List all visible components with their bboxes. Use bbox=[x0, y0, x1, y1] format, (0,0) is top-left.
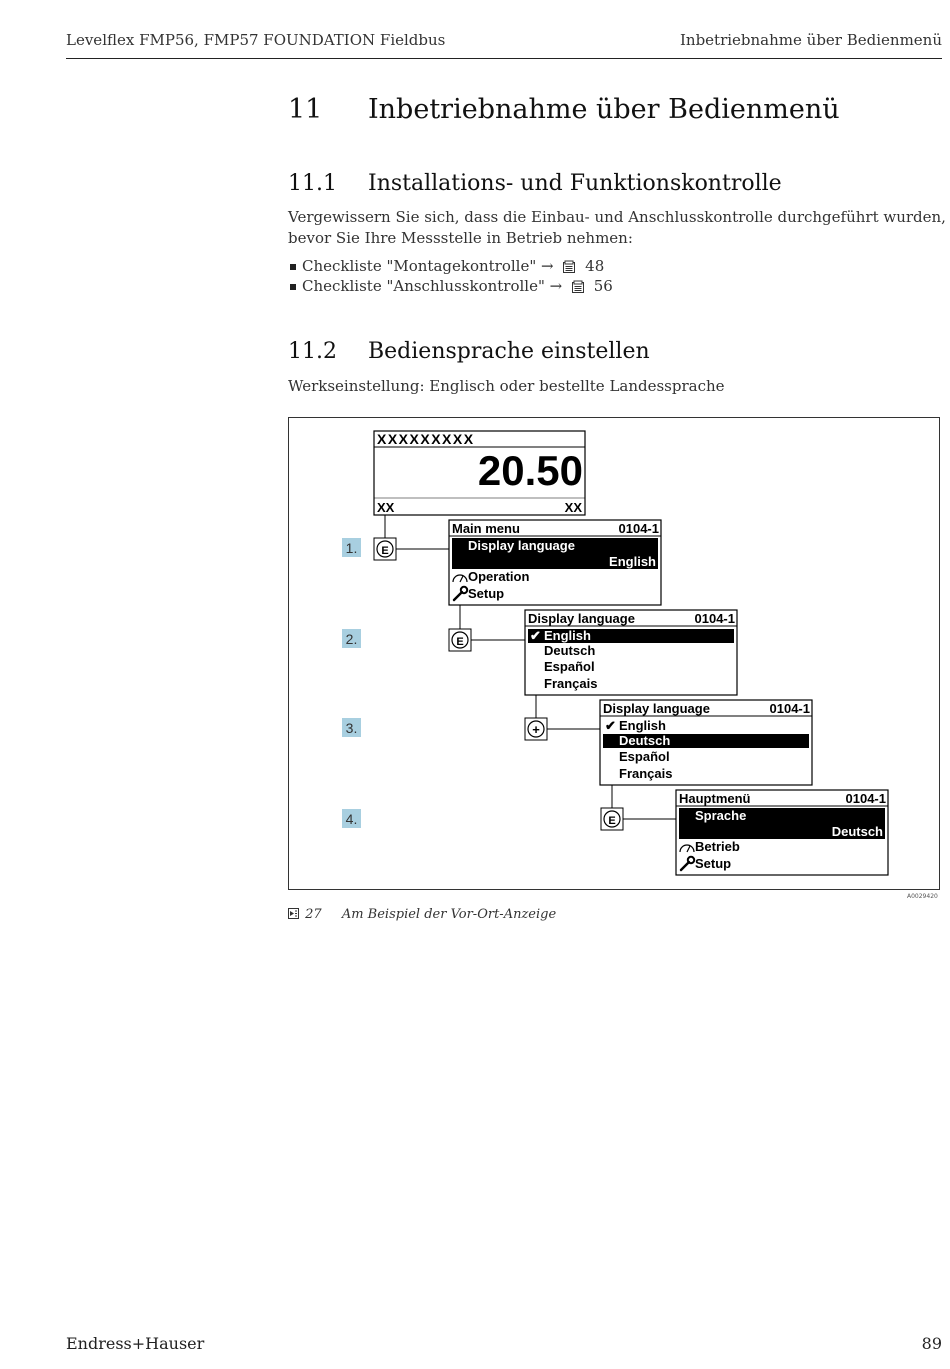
display-unit-right: XX bbox=[564, 500, 582, 515]
language-option-espanol[interactable]: Español bbox=[544, 659, 595, 674]
enter-key-label: E bbox=[381, 545, 389, 557]
hauptmenu-title: Hauptmenü bbox=[679, 791, 751, 806]
chapter-number: 11 bbox=[288, 94, 323, 125]
main-menu-selected-value: English bbox=[609, 554, 656, 569]
main-menu-selected-label: Display language bbox=[468, 538, 575, 553]
section1-number: 11.1 bbox=[288, 171, 337, 196]
figure-caption bbox=[288, 907, 556, 922]
hauptmenu-item-betrieb[interactable]: Betrieb bbox=[695, 839, 740, 854]
checklist-item-anschluss bbox=[302, 277, 613, 295]
step-label: 4. bbox=[345, 811, 358, 827]
running-header-right: Inbetriebnahme über Bedienmenü bbox=[679, 31, 942, 49]
section2-title: Bediensprache einstellen bbox=[368, 339, 650, 364]
enter-key-label: E bbox=[456, 636, 464, 648]
chapter-title: Inbetriebnahme über Bedienmenü bbox=[368, 94, 840, 125]
language-list-code: 0104-1 bbox=[769, 701, 810, 716]
checklist-item-text: Checkliste "Montagekontrolle" → bbox=[302, 257, 554, 275]
check-icon: ✔ bbox=[530, 628, 541, 643]
display-unit-left: XX bbox=[377, 500, 395, 515]
page-number: 89 bbox=[921, 1334, 942, 1353]
language-list-code: 0104-1 bbox=[694, 611, 735, 626]
checklist-item-text: Checkliste "Anschlusskontrolle" → bbox=[302, 277, 563, 295]
language-option-espanol[interactable]: Español bbox=[619, 749, 670, 764]
bullet-marker bbox=[290, 284, 296, 290]
language-list-title: Display language bbox=[528, 611, 635, 626]
check-icon: ✔ bbox=[605, 718, 616, 733]
section1-paragraph-line2: bevor Sie Ihre Messstelle in Betrieb nehmen: bbox=[288, 229, 633, 247]
figure-frame bbox=[288, 417, 940, 890]
hauptmenu-code: 0104-1 bbox=[845, 791, 886, 806]
figure-icon bbox=[288, 908, 299, 919]
enter-key-label: E bbox=[608, 815, 616, 827]
page-reference-icon bbox=[562, 260, 576, 274]
page-reference-icon bbox=[571, 280, 585, 294]
step-label: 3. bbox=[345, 720, 358, 736]
main-menu-code: 0104-1 bbox=[618, 521, 659, 536]
main-menu-item-operation[interactable]: Operation bbox=[468, 569, 530, 584]
display-tag: XXXXXXXXX bbox=[377, 431, 475, 447]
running-header-left: Levelflex FMP56, FMP57 FOUNDATION Fieldbus bbox=[66, 31, 446, 49]
figure-caption-text: Am Beispiel der Vor-Ort-Anzeige bbox=[341, 907, 557, 922]
checklist-item-montage bbox=[302, 257, 604, 275]
plus-key-label: + bbox=[532, 722, 540, 737]
language-list-title: Display language bbox=[603, 701, 710, 716]
section1-paragraph-line1: Vergewissern Sie sich, dass die Einbau- und Anschlusskontrolle durchgeführt wurden, bbox=[288, 208, 946, 226]
figure-image-code: A0029420 bbox=[907, 893, 938, 900]
language-option-deutsch[interactable]: Deutsch bbox=[544, 643, 596, 658]
operation-diagram bbox=[289, 418, 939, 889]
language-option-deutsch[interactable]: Deutsch bbox=[619, 733, 671, 748]
step-label: 2. bbox=[345, 631, 358, 647]
footer-brand: Endress+Hauser bbox=[66, 1334, 205, 1353]
bullet-marker bbox=[290, 264, 296, 270]
language-option-english[interactable]: English bbox=[544, 628, 591, 643]
checklist-item-page[interactable]: 48 bbox=[585, 257, 605, 275]
hauptmenu-selected-value: Deutsch bbox=[831, 824, 883, 839]
language-option-english[interactable]: English bbox=[619, 718, 666, 733]
section1-title: Installations- und Funktionskontrolle bbox=[368, 171, 782, 196]
main-menu-item-setup[interactable]: Setup bbox=[468, 586, 505, 601]
figure-caption-number: 27 bbox=[305, 907, 322, 922]
language-option-francais[interactable]: Français bbox=[619, 766, 673, 781]
section2-number: 11.2 bbox=[288, 339, 337, 364]
checklist-item-page[interactable]: 56 bbox=[593, 277, 613, 295]
hauptmenu-item-setup[interactable]: Setup bbox=[695, 856, 732, 871]
step-label: 1. bbox=[345, 540, 358, 556]
main-menu-title: Main menu bbox=[452, 521, 520, 536]
hauptmenu-selected-label: Sprache bbox=[695, 808, 747, 823]
display-value: 20.50 bbox=[477, 447, 583, 494]
section2-paragraph: Werkseinstellung: Englisch oder bestellte Landessprache bbox=[288, 377, 725, 395]
language-option-francais[interactable]: Français bbox=[544, 676, 598, 691]
header-rule bbox=[66, 58, 942, 59]
